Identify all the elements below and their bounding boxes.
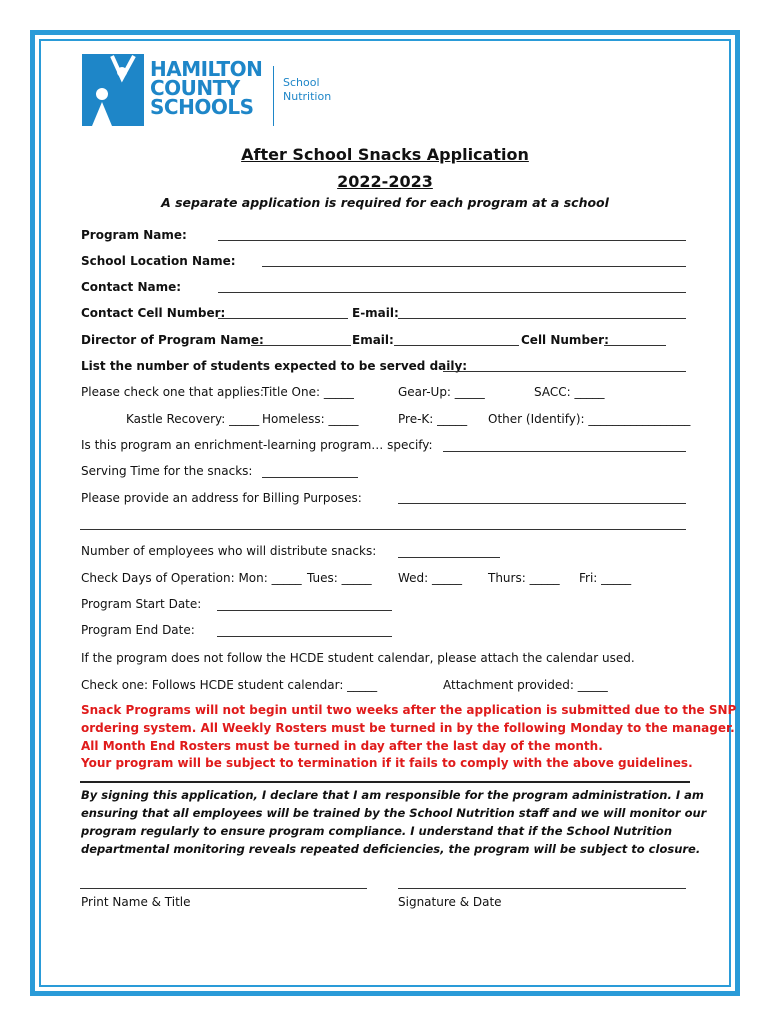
warning-line-4: Your program will be subject to termination if it fails to comply with the above guidelines. [81,756,693,770]
gear-up-option[interactable]: Gear-Up: _____ [398,385,485,399]
employees-field[interactable] [398,557,500,558]
logo-mark-icon [82,54,144,126]
check-days-thurs[interactable]: Thurs: _____ [488,571,560,585]
cell-number-field[interactable] [604,345,666,346]
start-date-field[interactable] [217,610,392,611]
form-subtitle: A separate application is required for each program at a school [161,195,609,210]
logo-wordmark: HAMILTON COUNTY SCHOOLS [150,57,263,119]
warning-line-3: All Month End Rosters must be turned in day after the last day of the month. [81,739,603,753]
school-location-field[interactable] [262,266,686,267]
form-title: After School Snacks Application [241,145,529,164]
enrichment-label: Is this program an enrichment-learning program… specify: [81,438,433,452]
warning-line-2: ordering system. All Weekly Rosters must be turned in by the following Monday to the manager. [81,721,735,735]
contact-name-field[interactable] [218,292,686,293]
contact-name-label: Contact Name: [81,280,182,294]
form-year: 2022-2023 [337,172,433,191]
cell-number-label: Cell Number: [521,333,609,347]
check-days-fri[interactable]: Fri: _____ [579,571,632,585]
billing-field-2[interactable] [80,529,686,530]
sacc-option[interactable]: SACC: _____ [534,385,605,399]
start-date-label: Program Start Date: [81,597,202,611]
logo-divider [273,66,274,126]
serving-time-field[interactable] [262,477,358,478]
contact-cell-label: Contact Cell Number: [81,306,226,320]
prek-option[interactable]: Pre-K: _____ [398,412,468,426]
print-name-label: Print Name & Title [81,895,191,909]
billing-field-1[interactable] [398,503,686,504]
logo-subtitle: School Nutrition [283,76,332,103]
students-label: List the number of students expected to be served daily: [81,359,468,373]
program-name-field[interactable] [218,240,686,241]
declaration-line-1: By signing this application, I declare that I am responsible for the program administration. I am [81,788,704,802]
print-name-field[interactable] [80,888,367,889]
director-label: Director of Program Name: [81,333,264,347]
declaration-line-4: departmental monitoring reveals repeated deficiencies, the program will be subject to closure. [81,842,701,856]
director-email-field[interactable] [394,345,519,346]
section-divider [80,781,690,783]
signature-label: Signature & Date [398,895,502,909]
other-option[interactable]: Other (Identify): _________________ [488,412,691,426]
contact-cell-field[interactable] [218,318,348,319]
attachment-option[interactable]: Attachment provided: _____ [443,678,608,692]
end-date-label: Program End Date: [81,623,195,637]
district-logo [82,54,342,128]
declaration-line-2: ensuring that all employees will be trained by the School Nutrition staff and we will monitor our [81,806,707,820]
check-days-wed[interactable]: Wed: _____ [398,571,463,585]
kastle-option[interactable]: Kastle Recovery: _____ [126,412,260,426]
director-field[interactable] [251,345,351,346]
employees-label: Number of employees who will distribute snacks: [81,544,377,558]
declaration-line-3: program regularly to ensure program compliance. I understand that if the School Nutrition [81,824,673,838]
program-name-label: Program Name: [81,228,187,242]
end-date-field[interactable] [217,636,392,637]
check-one-label: Please check one that applies: [81,385,264,399]
school-location-label: School Location Name: [81,254,236,268]
follows-calendar-option[interactable]: Check one: Follows HCDE student calendar: _____ [81,678,378,692]
serving-time-label: Serving Time for the snacks: [81,464,253,478]
check-days-tues[interactable]: Tues: _____ [307,571,372,585]
signature-field[interactable] [398,888,686,889]
homeless-option[interactable]: Homeless: _____ [262,412,359,426]
calendar-note: If the program does not follow the HCDE student calendar, please attach the calendar used. [81,651,635,665]
email-field[interactable] [398,318,686,319]
students-field[interactable] [443,371,686,372]
director-email-label: Email: [352,333,394,347]
email-label: E-mail: [352,306,399,320]
warning-line-1: Snack Programs will not begin until two weeks after the application is submitted due to the SNP [81,703,737,717]
title-one-option[interactable]: Title One: _____ [262,385,354,399]
enrichment-field[interactable] [443,451,686,452]
check-days-mon[interactable]: Check Days of Operation: Mon: _____ [81,571,302,585]
billing-label: Please provide an address for Billing Purposes: [81,491,362,505]
